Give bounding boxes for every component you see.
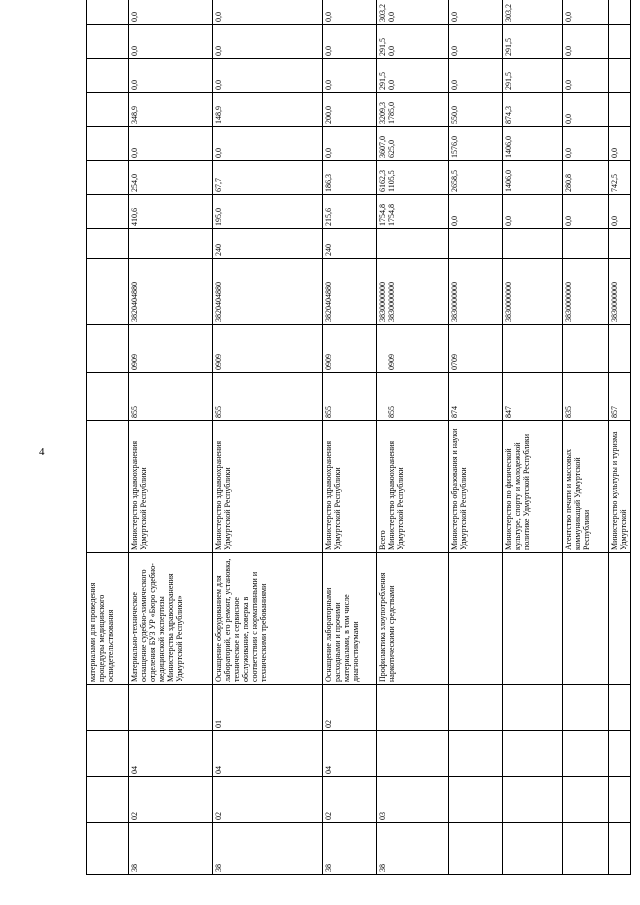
table-cell [87,373,129,421]
table-cell: 0,0 [563,25,609,59]
table-row [213,0,323,875]
table-cell [563,325,609,373]
table-cell [87,229,129,259]
table-cell: 38 [213,823,323,875]
table-cell: Всего Министерство здравоохранения Удмуртской Республики [377,421,449,553]
table-cell: 0909 [213,325,323,373]
table-stage [86,4,630,875]
table-cell: 3830000000 [449,259,503,325]
table-cell: 0,0 [323,59,377,93]
table-cell: 855 [213,373,323,421]
table-cell [87,161,129,195]
table-cell: 291,5 [503,59,563,93]
table-cell: 04 [129,731,213,777]
table-cell [449,777,503,823]
table-cell: 02 [129,777,213,823]
table-cell [563,553,609,685]
table-cell [503,325,563,373]
table-cell: Материально-техническое оснащение судебно-химического отделения БУЗ УР «Бюро судебно-медицинской экспертизы Министерства здравоохранения Удмуртской Республики» [129,553,213,685]
table-cell: Министерство по физической культуре, спорту и молодежной политике Удмуртской Республики [503,421,563,553]
table-cell: 2658,5 [449,161,503,195]
table-cell: 38 [129,823,213,875]
table-cell [377,229,449,259]
table-cell: 291,5 [503,25,563,59]
table-cell: 0,0 [323,127,377,161]
table-cell [449,731,503,777]
table-row [323,0,377,875]
table-cell [87,823,129,875]
table-cell: 742,5 [609,161,631,195]
table-cell [609,93,631,127]
table-cell [129,229,213,259]
table-cell [563,685,609,731]
table-cell: 847 [503,373,563,421]
table-cell [503,685,563,731]
table-cell [377,685,449,731]
table-cell [87,731,129,777]
table-cell: 1406,0 [503,127,563,161]
table-cell: 02 [213,777,323,823]
table-cell: 01 [213,685,323,731]
table-cell: Агентство печати и массовых коммуникаций Удмуртской Республики [563,421,609,553]
table-cell [609,553,631,685]
table-cell: 04 [323,731,377,777]
table-cell [87,777,129,823]
table-cell [609,25,631,59]
table-cell: 240 [213,229,323,259]
table-row [87,0,129,875]
table-cell: 3820404880 [323,259,377,325]
table-cell: 348,9 [129,93,213,127]
table-cell [87,0,129,25]
table-cell: 835 [563,373,609,421]
table-cell: 0,0 [503,195,563,229]
table-cell: 0,0 [563,0,609,25]
table-cell: 0,0 [563,127,609,161]
table-cell [449,553,503,685]
table-cell [609,59,631,93]
table-cell: 04 [213,731,323,777]
table-cell: 0,0 [563,93,609,127]
table-cell: 6162,3 1105,5 [377,161,449,195]
table-cell: 0,0 [129,127,213,161]
table-cell: Министерство здравоохранения Удмуртской Республики [129,421,213,553]
table-cell [609,325,631,373]
table-cell: 550,0 [449,93,503,127]
table-cell: 0909 [323,325,377,373]
table-cell: 291,5 0,0 [377,25,449,59]
page-number: 4 [39,446,45,458]
table-cell [87,421,129,553]
table-cell: 3820404880 [213,259,323,325]
table-cell: 855 [129,373,213,421]
table-cell [87,93,129,127]
table-cell [87,325,129,373]
table-cell [563,731,609,777]
table-cell: 0,0 [449,195,503,229]
table-cell: 855 [323,373,377,421]
table-cell [503,229,563,259]
table-cell [503,553,563,685]
table-cell: 38 [377,823,449,875]
table-cell: 0,0 [449,25,503,59]
table-cell: 280,8 [563,161,609,195]
table-cell [87,259,129,325]
table-cell: 0,0 [213,127,323,161]
table-cell: 3830000000 3830000000 [377,259,449,325]
table-cell: 0,0 [449,59,503,93]
table-cell: 0,0 [213,25,323,59]
table-cell: Министерство здравоохранения Удмуртской Республики [213,421,323,553]
table-cell: 3209,3 1785,0 [377,93,449,127]
table-cell [87,25,129,59]
table-cell [129,685,213,731]
table-cell [563,823,609,875]
table-cell: 02 [323,777,377,823]
table-cell: 0,0 [129,0,213,25]
table-cell: 3830000000 [609,259,631,325]
table-cell [87,59,129,93]
table-cell: 03 [377,777,449,823]
table-row [503,0,563,875]
table-cell [609,731,631,777]
table-cell: Оснащение лабораторными расходными и прочими материалами, в том числе диагностикумами [323,553,377,685]
table-cell: 1576,0 [449,127,503,161]
table-cell: 215,6 [323,195,377,229]
table-cell: 0,0 [213,0,323,25]
table-cell [503,823,563,875]
table-cell: 3830000000 [563,259,609,325]
table-cell [87,127,129,161]
table-cell: 874,3 [503,93,563,127]
table-cell: 0,0 [323,0,377,25]
table-cell: 0,0 [129,25,213,59]
table-cell: 0,0 [213,59,323,93]
table-cell: Министерство здравоохранения Удмуртской Республики [323,421,377,553]
table-cell [87,685,129,731]
table-cell: Оснащение оборудованием для лабораторий, его ремонт, установка, техническое и сервисное обслуживание, поверка в соответствии с нормативными и техническими требованиями [213,553,323,685]
table-cell [449,229,503,259]
table-cell: 0909 [377,325,449,373]
table-cell: 3830000000 [503,259,563,325]
table-cell: 195,0 [213,195,323,229]
table-cell: 855 [377,373,449,421]
table-cell [449,823,503,875]
table-cell [503,731,563,777]
table-cell: 303,2 [503,0,563,25]
table-cell [609,229,631,259]
table-cell: 186,3 [323,161,377,195]
table-cell: Министерство культуры и туризма Удмуртской [609,421,631,553]
table-cell: 67,7 [213,161,323,195]
table-cell: 857 [609,373,631,421]
table-row [377,0,449,875]
table-cell: 1406,0 [503,161,563,195]
table-cell: 0909 [129,325,213,373]
table-cell: 0,0 [563,195,609,229]
table-body [87,0,631,875]
table-cell [563,229,609,259]
table-cell: Министерство образования и науки Удмуртской Республики [449,421,503,553]
table-cell: 3607,0 625,0 [377,127,449,161]
table-cell: 0,0 [323,25,377,59]
table-cell: 200,0 [323,93,377,127]
table-cell: 148,9 [213,93,323,127]
table-cell [609,685,631,731]
table-cell: 3820404880 [129,259,213,325]
table-cell: 254,0 [129,161,213,195]
table-cell [609,823,631,875]
table-cell: 02 [323,685,377,731]
table-cell: 0,0 [609,195,631,229]
table-cell: 291,5 0,0 [377,59,449,93]
table-cell: 410,6 [129,195,213,229]
table-cell [87,195,129,229]
table-cell [377,731,449,777]
table-row [449,0,503,875]
table-cell [449,685,503,731]
table-cell: 303,2 0,0 [377,0,449,25]
table-cell: 240 [323,229,377,259]
table-row [563,0,609,875]
table-cell: Профилактика злоупотребления наркотическими средствами [377,553,449,685]
table-cell [609,777,631,823]
budget-table [86,0,631,875]
table-cell [503,777,563,823]
table-cell [609,0,631,25]
table-row [129,0,213,875]
table-cell: материалами для проведения процедуры медицинского освидетельствования [87,553,129,685]
table-cell: 0,0 [129,59,213,93]
table-cell: 0,0 [563,59,609,93]
table-cell: 38 [323,823,377,875]
table-cell: 0,0 [609,127,631,161]
table-cell [563,777,609,823]
table-cell: 874 [449,373,503,421]
table-cell: 0,0 [449,0,503,25]
table-row [609,0,631,875]
table-cell: 0709 [449,325,503,373]
table-cell: 1754,8 1754,8 [377,195,449,229]
